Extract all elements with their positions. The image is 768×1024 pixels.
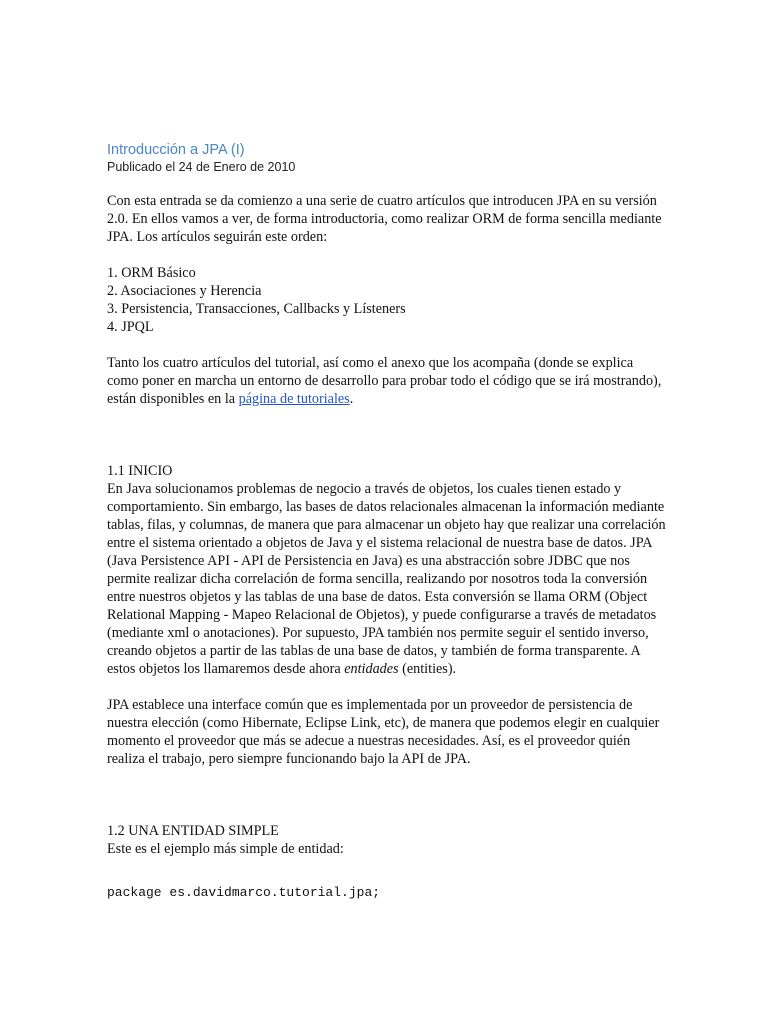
- tutorials-text-after: .: [349, 391, 354, 407]
- tutorials-paragraph: [107, 354, 667, 408]
- article-title: Introducción a JPA (I): [107, 142, 245, 158]
- code-line-package: package es.davidmarco.tutorial.jpa;: [107, 885, 381, 900]
- document-page: [107, 141, 667, 902]
- spacer: [107, 786, 667, 822]
- publish-date: Publicado el 24 de Enero de 2010: [107, 160, 296, 174]
- tutorials-text-before: Tanto los cuatro artículos del tutorial, así como el anexo que los acompaña (donde se explica como poner en marcha un entorno de desarrollo para probar todo el código que se irá mostrando), están disponibles en la: [107, 355, 662, 407]
- inicio-paragraph-1: [107, 480, 667, 678]
- entidad-intro: Este es el ejemplo más simple de entidad:: [107, 841, 344, 857]
- article-list: [107, 264, 667, 336]
- list-item: 1. ORM Básico: [107, 265, 196, 281]
- spacer: [107, 426, 667, 462]
- inicio-text-before: En Java solucionamos problemas de negocio a través de objetos, los cuales tienen estado y comportamiento. Sin embargo, las bases de datos relacionales almacenan la información mediante tablas, filas, y columnas, de manera que para almacenar un objeto hay que realizar una correlación entre el sistema orientado a objetos de Java y el sistema relacional de nuestra base de datos. JPA (Java Persistence API - API de Persistencia en Java) es una abstracción sobre JDBC que nos permite realizar dicha correlación de forma sencilla, realizando por nosotros toda la conversión entre nuestros objetos y las tablas de una base de datos. Esta conversión se llama ORM (Object Relational Mapping - Mapeo Relacional de Objetos), y puede configurarse a través de metadatos (mediante xml o anotaciones). Por supuesto, JPA también nos permite seguir el sentido inverso, creando objetos a partir de las tablas de una base de datos, y también de forma transparente. A estos objetos los llamaremos desde ahora: [107, 481, 666, 677]
- list-item: 3. Persistencia, Transacciones, Callbacks y Lísteners: [107, 301, 406, 317]
- inicio-text-after: (entities).: [398, 661, 457, 677]
- tutorials-page-link[interactable]: página de tutoriales: [238, 391, 350, 407]
- section-heading-inicio: 1.1 INICIO: [107, 463, 173, 479]
- list-item: 4. JPQL: [107, 319, 154, 335]
- section-heading-entidad: 1.2 UNA ENTIDAD SIMPLE: [107, 823, 279, 839]
- entidades-emphasis: entidades: [344, 661, 399, 677]
- intro-paragraph: Con esta entrada se da comienzo a una serie de cuatro artículos que introducen JPA en su versión 2.0. En ellos vamos a ver, de forma introductoria, como realizar ORM de forma sencilla mediante JPA. Los artículos seguirán este orden:: [107, 193, 662, 245]
- list-item: 2. Asociaciones y Herencia: [107, 283, 262, 299]
- inicio-paragraph-2: JPA establece una interface común que es implementada por un proveedor de persistencia de nuestra elección (como Hibernate, Eclipse Link, etc), de manera que podemos elegir en cualquier momento el proveedor que más se adecue a nuestras necesidades. Así, es el proveedor quién realiza el trabajo, pero siempre funcionando bajo la API de JPA.: [107, 697, 660, 767]
